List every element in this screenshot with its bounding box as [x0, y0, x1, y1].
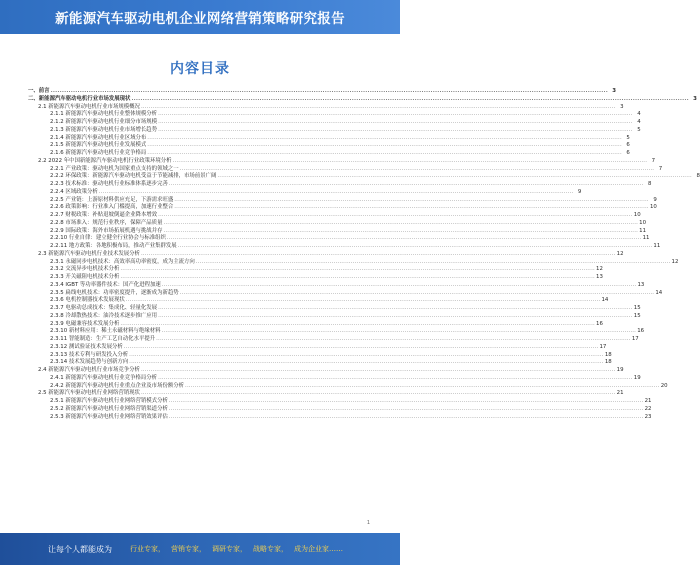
- toc-entry-text: 2.2.7 财税政策：补贴退坡倒逼企业降本增效: [50, 212, 158, 218]
- toc-entry-text: 2.5.3 新能源汽车驱动电机行业网络营销效果评估: [50, 413, 168, 420]
- toc-leader-dots: [217, 173, 692, 181]
- toc-leader-dots: [126, 297, 601, 305]
- toc-leader-dots: [180, 166, 655, 174]
- footer-tag: 战略专家，: [253, 545, 288, 553]
- toc-entry-text: 2.3.2 交流异步电机技术分析: [50, 266, 120, 273]
- toc-entry-page: 16: [637, 328, 645, 335]
- toc-entry-page: 12: [596, 266, 603, 273]
- toc-entry[interactable]: [28, 405, 652, 414]
- toc-leader-dots: [141, 390, 616, 398]
- toc-title: 内容目录: [170, 61, 230, 77]
- toc-leader-dots: [174, 197, 649, 205]
- toc-entry[interactable]: [28, 297, 609, 305]
- toc-entry-text: 2.2.6 政策影响：行业准入门槛提高，加速行业整合: [50, 204, 174, 211]
- toc-entry-text: 2.2.5 产业链：上游原材料供应充足，下游需求旺盛: [50, 196, 174, 203]
- toc-leader-dots: [158, 313, 633, 321]
- toc-entry-text: 一、前言: [28, 88, 50, 94]
- toc-entry-text: 2.5.2 新能源汽车驱动电机行业网络营销渠道分析: [50, 405, 168, 412]
- toc-entry[interactable]: [28, 336, 639, 344]
- toc-entry[interactable]: [28, 243, 661, 251]
- toc-leader-dots: [158, 119, 633, 127]
- toc-entry-page: 18: [604, 351, 612, 358]
- toc-entry-page: 17: [599, 343, 607, 350]
- footer-bar: [0, 533, 400, 565]
- toc-leader-dots: [120, 274, 595, 282]
- toc-entry-page: 16: [596, 320, 603, 327]
- toc-entry-text: 2.3.3 开关磁阻电机技术分析: [50, 274, 120, 280]
- toc-entry[interactable]: [28, 204, 657, 212]
- toc-entry[interactable]: [28, 305, 641, 313]
- toc-entry-text: 2.1.2 新能源汽车驱动电机行业细分市场规模: [50, 119, 158, 125]
- page-number: 1: [366, 520, 370, 526]
- toc-entry-text: 2.3 新能源汽车驱动电机行业技术发展分析: [38, 250, 140, 257]
- toc-entry-text: 2.3.12 测试验证技术发展分析: [50, 343, 123, 350]
- toc-entry-page: 3: [693, 95, 697, 102]
- toc-entry-text: 2.1.6 新能源汽车驱动电机行业竞争格局: [50, 150, 147, 156]
- toc-entry-page: 20: [660, 382, 668, 389]
- toc-entry[interactable]: [28, 343, 607, 352]
- toc-leader-dots: [99, 189, 574, 197]
- toc-entry[interactable]: [28, 88, 617, 96]
- toc-leader-dots: [169, 406, 644, 414]
- footer-tag: 成为企业家……: [294, 545, 343, 553]
- toc-leader-dots: [196, 259, 671, 267]
- toc-entry-page: 3: [612, 88, 617, 94]
- footer-tag: 行业专家，: [130, 545, 165, 553]
- toc-leader-dots: [178, 243, 653, 251]
- toc-entry[interactable]: [28, 119, 641, 127]
- toc-entry-text: 2.2.1 产业政策：驱动电机为国家重点支持的领域之一: [50, 165, 179, 172]
- toc-entry-page: 11: [642, 235, 650, 242]
- toc-entry-text: 2.5 新能源汽车驱动电机行业网络营销现状: [38, 390, 140, 397]
- toc-entry-page: 10: [639, 219, 647, 226]
- toc-leader-dots: [131, 96, 688, 104]
- toc-entry-text: 2.2.3 技术标准：驱动电机行业标准体系逐步完善: [50, 181, 168, 187]
- toc-entry[interactable]: [28, 173, 700, 181]
- toc-entry[interactable]: [28, 312, 641, 321]
- toc-entry[interactable]: [28, 212, 641, 220]
- toc-entry[interactable]: [28, 250, 624, 259]
- toc-leader-dots: [158, 305, 633, 313]
- toc-entry[interactable]: [28, 111, 641, 119]
- toc-entry[interactable]: [28, 281, 645, 290]
- toc-entry[interactable]: [28, 188, 582, 197]
- toc-leader-dots: [141, 104, 616, 112]
- document-title: 新能源汽车驱动电机企业网络营销策略研究报告: [55, 11, 345, 27]
- toc-entry-text: 二、新能源汽车驱动电机行业市场发展现状: [28, 95, 131, 102]
- toc-leader-dots: [180, 290, 655, 298]
- toc-entry-page: 10: [649, 204, 657, 211]
- toc-entry-text: 2.4.1 新能源汽车驱动电机行业竞争格局分析: [50, 374, 158, 381]
- toc-leader-dots: [120, 266, 595, 274]
- table-of-contents: [28, 88, 700, 421]
- toc-entry[interactable]: [28, 142, 630, 150]
- toc-leader-dots: [173, 158, 648, 166]
- toc-entry-page: 13: [637, 281, 645, 288]
- toc-entry-text: 2.3.6 电机控制器技术发展现状: [50, 297, 125, 304]
- toc-entry[interactable]: [28, 150, 630, 158]
- toc-entry-page: 15: [633, 305, 641, 311]
- toc-leader-dots: [163, 220, 638, 228]
- toc-leader-dots: [129, 352, 604, 360]
- toc-leader-dots: [141, 251, 616, 259]
- toc-leader-dots: [51, 88, 608, 96]
- toc-leader-dots: [158, 375, 633, 383]
- toc-entry[interactable]: [28, 266, 603, 274]
- toc-entry-text: 2.3.9 电磁兼容技术发展分析: [50, 320, 120, 327]
- toc-entry[interactable]: [28, 328, 645, 336]
- toc-entry-page: 14: [655, 289, 663, 296]
- toc-entry[interactable]: [28, 219, 647, 228]
- toc-entry-text: 2.3.14 技术发展趋势与创新方向: [50, 359, 129, 366]
- toc-entry[interactable]: [28, 390, 624, 398]
- toc-entry[interactable]: [28, 367, 624, 375]
- toc-leader-dots: [163, 228, 638, 236]
- toc-leader-dots: [162, 328, 637, 336]
- toc-entry-page: 19: [616, 367, 624, 373]
- toc-leader-dots: [167, 235, 642, 243]
- toc-entry-text: 2.3.4 IGBT 等功率器件技术：国产化进程加速: [50, 281, 161, 288]
- toc-entry-page: 21: [616, 390, 624, 397]
- toc-leader-dots: [147, 150, 622, 158]
- toc-entry-page: 23: [644, 413, 652, 420]
- toc-leader-dots: [129, 359, 604, 367]
- toc-entry[interactable]: [28, 95, 697, 104]
- toc-leader-dots: [156, 336, 631, 344]
- footer-tag: 营销专家，: [171, 545, 206, 553]
- toc-entry-text: 2.3.1 永磁同步电机技术：高效率高功率密度，成为主流方向: [50, 258, 195, 265]
- toc-entry-page: 8: [647, 181, 652, 187]
- toc-entry-text: 2.4.2 新能源汽车驱动电机行业重点企业及市场份额分析: [50, 382, 185, 389]
- toc-entry-page: 5: [626, 134, 630, 141]
- toc-entry-text: 2.1 新能源汽车驱动电机行业市场规模概况: [38, 103, 140, 110]
- toc-entry-page: 9: [653, 196, 657, 203]
- toc-entry-page: 11: [653, 243, 661, 249]
- toc-entry-text: 2.3.10 新材料应用：稀土永磁材料与绝缘材料: [50, 328, 161, 335]
- toc-entry-text: 2.4 新能源汽车驱动电机行业市场竞争分析: [38, 367, 140, 373]
- toc-leader-dots: [158, 127, 633, 135]
- toc-entry-text: 2.3.13 技术专利与研发投入分析: [50, 351, 129, 358]
- toc-entry-page: 8: [696, 173, 700, 180]
- toc-entry-page: 18: [604, 359, 612, 366]
- toc-leader-dots: [158, 212, 633, 220]
- toc-entry-text: 2.3.5 扁线电机技术：功率密度提升，逐渐成为新趋势: [50, 289, 179, 296]
- toc-entry-text: 2.3.8 冷却散热技术：油冷技术逐步推广应用: [50, 312, 158, 319]
- toc-entry-page: 19: [633, 374, 641, 381]
- toc-entry[interactable]: [28, 126, 641, 135]
- header-bar: [0, 0, 400, 34]
- toc-entry-page: 6: [626, 150, 630, 156]
- toc-leader-dots: [174, 204, 649, 212]
- toc-entry-text: 2.2.9 国际政策：海外市场拓展机遇与挑战并存: [50, 227, 163, 234]
- toc-entry-page: 22: [644, 405, 652, 412]
- toc-entry-text: 2.2.8 市场准入：规范行业秩序，保障产品质量: [50, 219, 163, 226]
- toc-entry-page: 11: [639, 227, 647, 234]
- toc-entry[interactable]: [28, 274, 603, 282]
- toc-leader-dots: [141, 367, 616, 375]
- footer-slogan: 让每个人都能成为: [48, 544, 112, 554]
- toc-entry-page: 7: [658, 165, 663, 172]
- toc-entry[interactable]: [28, 181, 652, 189]
- toc-entry[interactable]: [28, 398, 652, 406]
- toc-entry-page: 6: [626, 142, 630, 149]
- toc-leader-dots: [158, 111, 633, 119]
- toc-entry-page: 21: [644, 398, 652, 404]
- toc-leader-dots: [169, 181, 644, 189]
- toc-entry-text: 2.2.4 区域政策分析: [50, 188, 98, 195]
- toc-entry-page: 5: [637, 126, 641, 133]
- toc-entry-page: 3: [620, 103, 624, 110]
- toc-leader-dots: [169, 414, 644, 422]
- toc-leader-dots: [147, 142, 622, 150]
- toc-entry[interactable]: [28, 157, 656, 166]
- toc-entry-text: 2.3.7 电驱动总成技术：集成化、轻量化发展: [50, 305, 158, 311]
- toc-leader-dots: [147, 135, 622, 143]
- toc-entry[interactable]: [28, 359, 612, 367]
- toc-entry-text: 2.2.10 行业自律：建立健全行业协会与标准组织: [50, 235, 166, 242]
- toc-leader-dots: [169, 398, 644, 406]
- toc-entry-text: 2.2.2 环保政策：新能源汽车驱动电机受益于节能减排，市场前景广阔: [50, 173, 217, 180]
- toc-entry-page: 4: [637, 111, 641, 118]
- toc-entry-page: 12: [671, 258, 679, 265]
- toc-entry-text: 2.1.1 新能源汽车驱动电机行业整体规模分析: [50, 111, 158, 118]
- toc-entry-page: 14: [601, 297, 609, 304]
- toc-entry-page: 13: [596, 274, 603, 280]
- toc-entry[interactable]: [28, 374, 641, 383]
- toc-entry-page: 17: [631, 336, 639, 342]
- toc-leader-dots: [124, 344, 599, 352]
- toc-entry[interactable]: [28, 413, 652, 422]
- toc-entry-page: 7: [651, 157, 656, 164]
- toc-entry-text: 2.3.11 智能制造：生产工艺自动化水平提升: [50, 336, 156, 342]
- toc-entry-page: 12: [616, 250, 624, 257]
- toc-entry-text: 2.2 2022 年中国新能源汽车驱动电机行业政策环境分析: [38, 157, 172, 164]
- toc-leader-dots: [185, 383, 660, 391]
- toc-entry[interactable]: [28, 235, 650, 243]
- toc-leader-dots: [120, 321, 595, 329]
- toc-entry-page: 9: [577, 188, 582, 195]
- toc-entry-page: 10: [633, 212, 641, 218]
- toc-entry-page: 15: [633, 312, 641, 319]
- toc-entry-page: 4: [637, 119, 641, 125]
- toc-entry-text: 2.5.1 新能源汽车驱动电机行业网络营销模式分析: [50, 398, 168, 404]
- toc-entry-text: 2.1.5 新能源汽车驱动电机行业发展模式: [50, 142, 147, 149]
- toc-entry-text: 2.2.11 地方政策：各地积极布局，推动产业集群发展: [50, 243, 177, 249]
- footer-tag: 调研专家，: [212, 545, 247, 553]
- footer-tags: [130, 544, 343, 554]
- toc-entry-text: 2.1.4 新能源汽车驱动电机行业区域分布: [50, 134, 147, 141]
- toc-entry-text: 2.1.3 新能源汽车驱动电机行业市场增长趋势: [50, 126, 158, 133]
- toc-leader-dots: [162, 282, 637, 290]
